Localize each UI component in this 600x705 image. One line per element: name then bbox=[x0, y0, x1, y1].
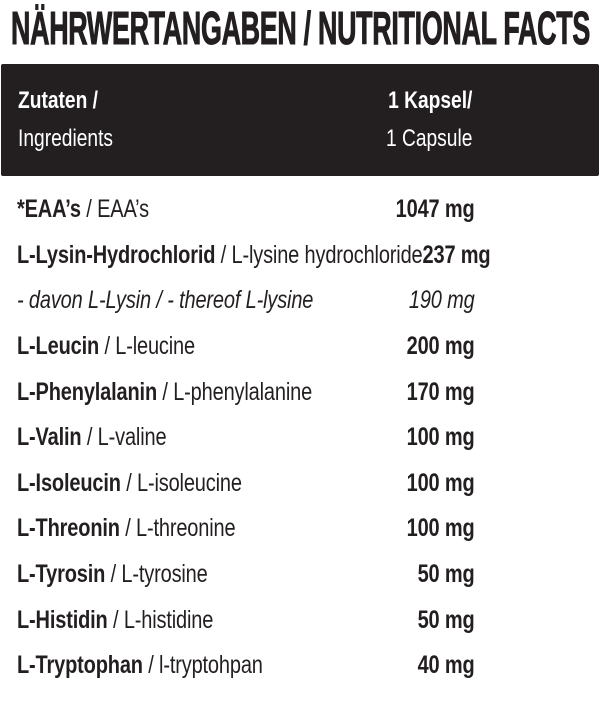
row-name-de: L-Threonin bbox=[17, 514, 120, 543]
row-name-de: *EAA’s bbox=[17, 195, 81, 224]
row-name-de: L-Leucin bbox=[17, 332, 100, 361]
table-row bbox=[0, 597, 600, 643]
amount-header-en: 1 Capsule bbox=[385, 125, 473, 152]
row-label bbox=[17, 195, 149, 224]
table-row bbox=[0, 187, 600, 233]
row-label bbox=[17, 378, 312, 407]
row-name-en: - thereof L-lysine bbox=[167, 286, 314, 315]
row-separator: / bbox=[150, 286, 168, 315]
page-title: NÄHRWERTANGABEN / NUTRITIONAL FACTS bbox=[11, 2, 590, 54]
row-separator: / bbox=[142, 651, 160, 680]
row-separator: / bbox=[215, 240, 232, 269]
row-value: 100 mg bbox=[406, 468, 475, 497]
row-name-de: L-Valin bbox=[17, 423, 82, 452]
row-label bbox=[17, 286, 313, 315]
row-value: 200 mg bbox=[406, 332, 475, 361]
row-value: 100 mg bbox=[406, 514, 475, 543]
row-value: 237 mg bbox=[422, 240, 491, 269]
table-header-content bbox=[18, 82, 472, 158]
row-value: 40 mg bbox=[417, 651, 475, 680]
table-row bbox=[0, 506, 600, 552]
table-row bbox=[0, 233, 600, 279]
table-header bbox=[1, 64, 599, 176]
row-name-en: L-phenylalanine bbox=[173, 377, 313, 406]
row-separator: / bbox=[105, 560, 122, 589]
row-separator: / bbox=[81, 423, 98, 452]
row-label bbox=[17, 514, 235, 543]
row-name-de: L-Lysin-Hydrochlorid bbox=[17, 240, 216, 269]
ingredients-header-en: Ingredients bbox=[18, 125, 113, 152]
table-row bbox=[0, 461, 600, 507]
nutrition-label bbox=[0, 2, 600, 705]
row-name-de: L-Phenylalanin bbox=[17, 377, 158, 406]
row-value: 1047 mg bbox=[395, 195, 475, 224]
row-name-en: L-valine bbox=[97, 423, 167, 452]
row-name-de: L-Isoleucin bbox=[17, 468, 121, 497]
row-label bbox=[17, 241, 423, 270]
nutrition-table bbox=[0, 187, 600, 689]
table-row bbox=[0, 324, 600, 370]
row-separator: / bbox=[80, 195, 98, 224]
row-separator: / bbox=[120, 468, 138, 497]
row-name-en: L-leucine bbox=[115, 332, 195, 361]
row-value: 190 mg bbox=[408, 286, 475, 315]
amount-header-de: 1 Kapsel/ bbox=[388, 87, 473, 114]
table-row bbox=[0, 552, 600, 598]
row-separator: / bbox=[157, 377, 174, 406]
ingredients-header-de: Zutaten / bbox=[18, 87, 98, 114]
row-value: 100 mg bbox=[406, 423, 475, 452]
row-label bbox=[17, 560, 208, 589]
row-separator: / bbox=[107, 605, 124, 634]
row-name-en: l-tryptohpan bbox=[159, 651, 263, 680]
row-name-en: L-isoleucine bbox=[137, 468, 242, 497]
row-label bbox=[17, 606, 213, 635]
row-name-en: L-histidine bbox=[123, 605, 214, 634]
row-name-de: L-Tyrosin bbox=[17, 560, 106, 589]
row-separator: / bbox=[99, 332, 116, 361]
table-row bbox=[0, 369, 600, 415]
table-row bbox=[0, 278, 600, 324]
row-value: 170 mg bbox=[406, 377, 475, 406]
row-label bbox=[17, 469, 242, 498]
row-name-en: L-threonine bbox=[136, 514, 236, 543]
row-label bbox=[17, 332, 195, 361]
table-row bbox=[0, 643, 600, 689]
row-separator: / bbox=[119, 514, 137, 543]
row-value: 50 mg bbox=[417, 560, 475, 589]
row-label bbox=[17, 423, 166, 452]
row-name-de: - davon L-Lysin bbox=[17, 286, 151, 315]
table-row bbox=[0, 415, 600, 461]
row-name-en: L-lysine hydrochloride bbox=[231, 240, 423, 269]
column-header-ingredients bbox=[18, 82, 113, 158]
row-value: 50 mg bbox=[417, 605, 475, 634]
row-name-de: L-Histidin bbox=[17, 605, 108, 634]
row-name-en: EAA’s bbox=[97, 195, 149, 224]
row-label bbox=[17, 651, 263, 680]
row-name-de: L-Tryptophan bbox=[17, 651, 143, 680]
row-name-en: L-tyrosine bbox=[121, 560, 208, 589]
column-header-amount bbox=[386, 82, 472, 158]
